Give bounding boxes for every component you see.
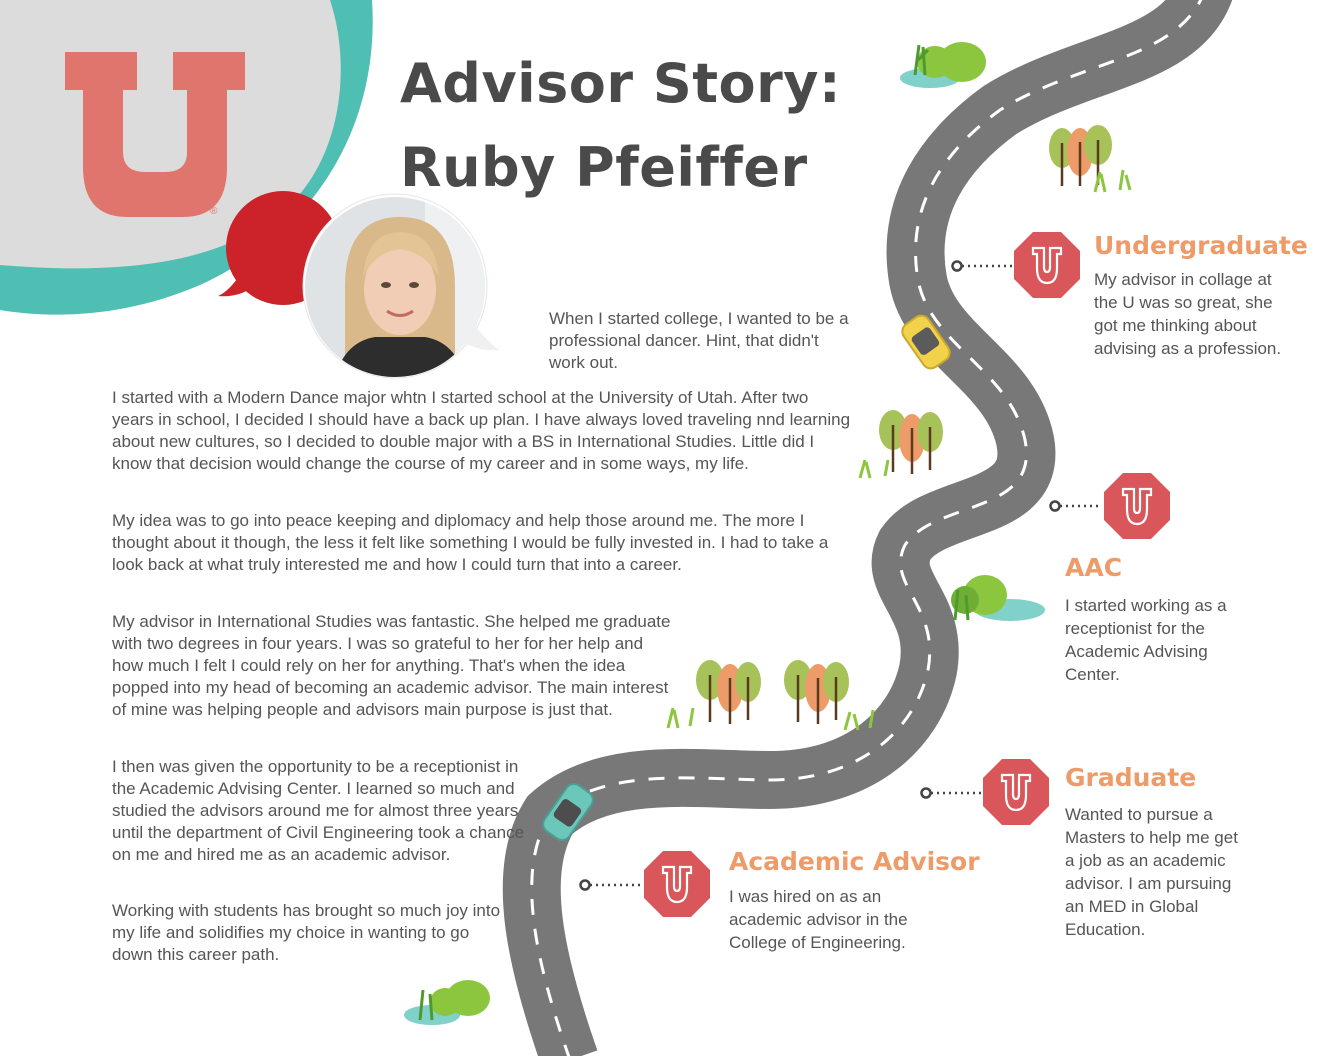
bush-icon — [951, 575, 1045, 621]
story-paragraph-1: I started with a Modern Dance major whtn I started school at the University of Utah. After two years in school, I decided I should have a back up plan. I have always loved traveling nnd learning about new cultures, so I decided to double major with a BS in International Studies. Little did I know that decision would change the course of my career and in some ways, my life. — [112, 388, 851, 473]
title-line-1: Advisor Story: — [400, 52, 842, 115]
milestone-title-undergraduate: Undergraduate — [1094, 231, 1308, 260]
advisor-photo — [305, 197, 485, 377]
tree-icon — [1049, 125, 1130, 192]
milestone-text-aac: I started working as a receptionist for the Academic Advising Center. — [1065, 596, 1227, 684]
intro-text: When I started college, I wanted to be a professional dancer. Hint, that didn't work out. — [549, 309, 849, 372]
stop-sign-u-icon — [1014, 232, 1080, 298]
stop-sign-u-icon — [644, 851, 710, 917]
stop-sign-u-icon — [983, 759, 1049, 825]
bush-icon — [900, 42, 986, 88]
story-paragraph-5: Working with students has brought so much joy into my life and solidifies my choice in wanting to go down this career path. — [112, 901, 501, 964]
tree-icon — [668, 660, 761, 728]
milestone-text-academic-advisor: I was hired on as an academic advisor in the College of Engineering. — [729, 887, 908, 952]
title-line-2: Ruby Pfeiffer — [400, 136, 808, 199]
milestone-title-graduate: Graduate — [1065, 763, 1197, 792]
stop-sign-u-icon — [1104, 473, 1170, 539]
page-title — [400, 42, 841, 210]
tree-icon — [860, 410, 943, 478]
tree-icon — [784, 660, 873, 730]
milestone-title-academic-advisor: Academic Advisor — [729, 847, 980, 876]
milestone-text-graduate: Wanted to pursue a Masters to help me get a job as an academic advisor. I am pursuing an MED in Global Education. — [1065, 805, 1238, 939]
registered-mark: ® — [210, 206, 218, 217]
story-paragraph-3: My advisor in International Studies was fantastic. She helped me graduate with two degrees in four years. I was so grateful to her for her help and how much I felt I could rely on her for anything. That's when the idea popped into my head of becoming an academic advisor. The main interest of mine was helping people and advisors main purpose is just that. — [112, 612, 671, 719]
milestone-text-undergraduate: My advisor in collage at the U was so great, she got me thinking about advising as a profession. — [1094, 270, 1282, 358]
story-paragraph-2: My idea was to go into peace keeping and diplomacy and help those around me. The more I thought about it though, the less it felt like something I would be fully invested in. I had to take a look back at what truly interested me and how I could turn that into a career. — [112, 511, 829, 574]
bush-icon — [404, 980, 490, 1025]
milestone-title-aac: AAC — [1065, 553, 1123, 582]
story-paragraph-4: I then was given the opportunity to be a receptionist in the Academic Advising Center. I learned so much and studied the advisors around me for almost three years until the department of Civil Engineering took a chance on me and hired me as an academic advisor. — [112, 757, 525, 864]
